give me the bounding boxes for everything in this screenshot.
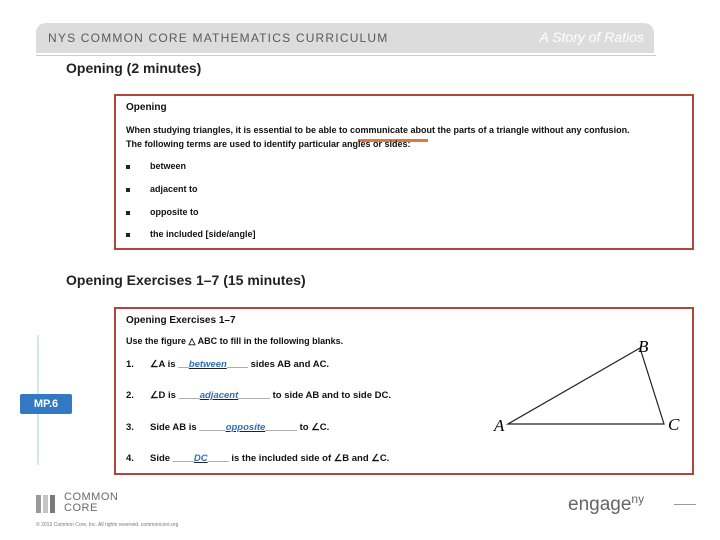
engageny-logo [568,494,644,516]
exercise-item [126,390,391,401]
bullet-icon [126,188,130,192]
bullet-icon [126,233,130,237]
vertex-b-label: B [638,337,649,356]
term-label: opposite to [150,207,199,217]
term-label: adjacent to [150,184,198,194]
term-bullet [126,229,256,239]
exercise-suffix: ______ to ∠C. [265,422,330,433]
page-header [36,23,654,53]
exercise-answer: adjacent [199,390,239,401]
exercise-suffix: ____ is the included side of ∠B and ∠C. [207,453,390,464]
curriculum-title: NYS COMMON CORE MATHEMATICS CURRICULUM [48,31,389,45]
bullet-icon [126,211,130,215]
term-label: between [150,161,187,171]
triangle-figure [490,330,690,440]
common-core-logo-icon [36,493,60,513]
exercise-answer: opposite [225,422,266,433]
opening-box-title: Opening [126,102,167,113]
mp6-badge: MP.6 [20,394,72,414]
exercise-suffix: ______ to side AB and to side DC. [238,390,392,401]
vertex-a-label: A [494,416,505,435]
exercise-item [126,453,389,464]
exercise-number: 1. [126,359,134,370]
exercise-prefix: Side ____ [150,453,194,464]
exercise-number: 4. [126,453,134,464]
exercise-prefix: Side AB is _____ [150,422,226,433]
vertex-c-label: C [668,415,680,434]
exercise-answer: between [188,359,227,370]
opening-line-2: The following terms are used to identify particular angles or sides: [126,139,411,149]
exercise-number: 3. [126,422,134,433]
bullet-icon [126,165,130,169]
copyright-notice: © 2013 Common Core, Inc. All rights reserved. commoncore.org [36,522,179,528]
exercise-answer: DC [193,453,208,464]
exercise-number: 2. [126,390,134,401]
exercises-heading: Opening Exercises 1–7 (15 minutes) [66,272,306,288]
opening-heading: Opening (2 minutes) [66,60,202,76]
logo-line-1: COMMON [64,491,119,503]
exercises-box-title: Opening Exercises 1–7 [126,315,236,326]
common-core-logo-text [64,492,118,514]
series-title: A Story of Ratios [539,29,644,45]
term-bullet [126,184,198,194]
footer-dash [674,504,696,505]
term-bullet [126,207,199,217]
opening-line-1: When studying triangles, it is essential to be able to communicate about the parts of a triangle without any confusion. [126,125,630,135]
opening-box [114,94,694,250]
brand-name: engage [568,494,632,515]
exercise-prefix: ∠A is __ [150,359,189,370]
term-bullet [126,161,186,171]
triangle-abc [508,348,664,424]
term-label: the included [side/angle] [150,229,256,239]
logo-line-2: CORE [64,502,98,514]
exercise-suffix: ____ sides AB and AC. [226,359,330,370]
header-divider [36,55,656,56]
brand-sup: ny [631,492,645,506]
exercise-prefix: ∠D is ____ [150,390,200,401]
exercise-item [126,422,329,433]
exercises-instruction: Use the figure △ ABC to fill in the following blanks. [126,336,344,346]
exercise-item [126,359,329,370]
